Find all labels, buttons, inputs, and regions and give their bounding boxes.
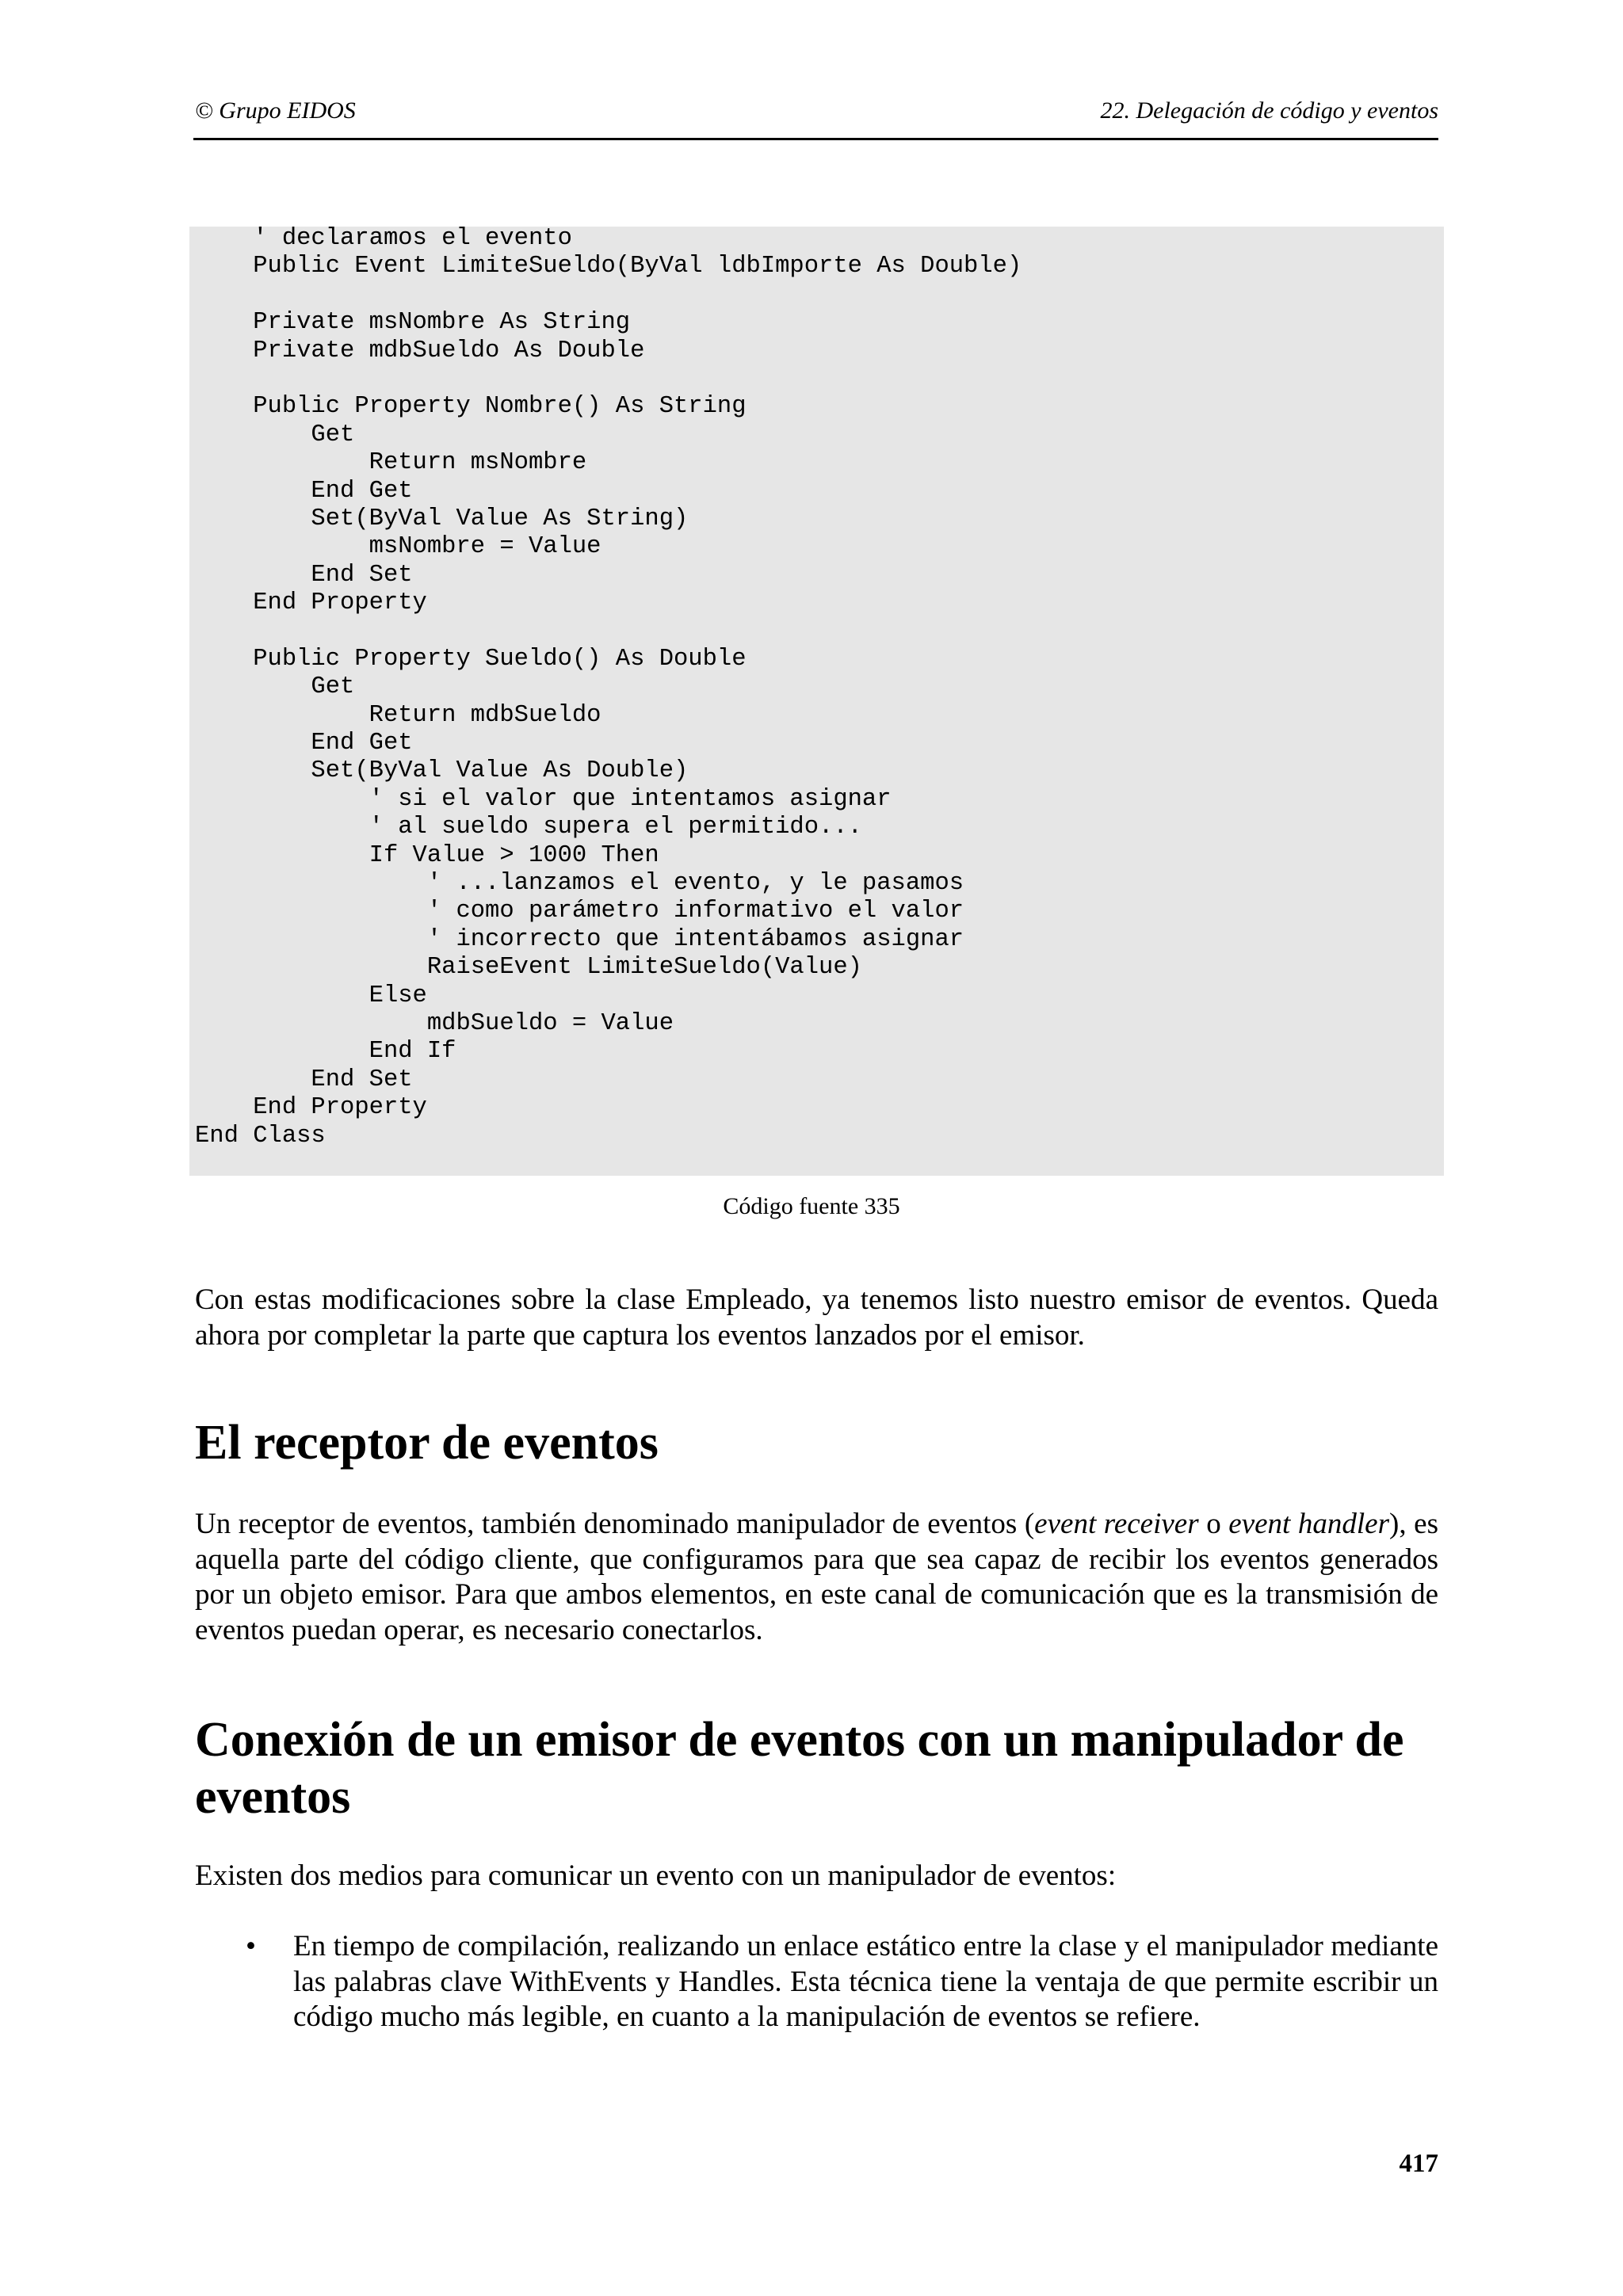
paragraph-text-segment: o <box>1198 1508 1229 1540</box>
code-line: Public Event LimiteSueldo(ByVal ldbImporte As Double) <box>195 253 1022 280</box>
code-line: End Property <box>195 589 427 617</box>
code-listing <box>195 225 1022 1150</box>
term-event-handler: event handler <box>1228 1508 1390 1540</box>
code-line: ' declaramos el evento <box>195 225 572 252</box>
code-line: Public Property Nombre() As String <box>195 393 747 421</box>
code-line: Else <box>195 982 427 1009</box>
code-line: End Get <box>195 477 413 505</box>
code-line: Get <box>195 421 355 448</box>
code-line: End Set <box>195 1066 413 1093</box>
header-divider <box>193 138 1438 140</box>
paragraph-text-segment: ), es aquella parte del código cliente, que configuramos para que sea capaz de recibir los eventos generados por un objeto emisor. Para que ambos elementos, en este canal de comunicación que es la transmisión de eventos puedan operar, es necesario conectarlos. <box>195 1508 1438 1646</box>
code-line: Private msNombre As String <box>195 309 631 337</box>
code-line: ' como parámetro informativo el valor <box>195 898 964 925</box>
code-line: mdbSueldo = Value <box>195 1009 674 1037</box>
code-line: Return mdbSueldo <box>195 701 601 729</box>
bullet-marker: • <box>246 1930 256 1962</box>
page-number: 417 <box>1399 2149 1438 2178</box>
code-line: ' si el valor que intentamos asignar <box>195 785 892 813</box>
code-line <box>195 365 1022 393</box>
code-line: Set(ByVal Value As Double) <box>195 757 689 785</box>
running-header-publisher: © Grupo EIDOS <box>195 97 356 124</box>
code-line: Private mdbSueldo As Double <box>195 337 645 364</box>
section-heading-receptor: El receptor de eventos <box>195 1416 659 1470</box>
paragraph-emitter-summary: Con estas modificaciones sobre la clase Empleado, ya tenemos listo nuestro emisor de eventos. Queda ahora por completar la parte que captura los eventos lanzados por el emisor. <box>195 1283 1438 1352</box>
code-line: End Class <box>195 1122 326 1150</box>
running-header-chapter: 22. Delegación de código y eventos <box>1100 97 1438 124</box>
code-line: End If <box>195 1038 456 1066</box>
code-line: Set(ByVal Value As String) <box>195 505 689 532</box>
paragraph-receptor-definition <box>195 1507 1438 1648</box>
code-line: Public Property Sueldo() As Double <box>195 645 747 673</box>
code-line: End Set <box>195 561 413 589</box>
code-line: ' al sueldo supera el permitido... <box>195 814 862 841</box>
bullet-text: En tiempo de compilación, realizando un enlace estático entre la clase y el manipulador mediante las palabras clave WithEvents y Handles. Esta técnica tiene la ventaja de que permite escribir un código mucho más legible, en cuanto a la manipulación de eventos se refiere. <box>293 1930 1438 2033</box>
code-line: msNombre = Value <box>195 533 601 561</box>
section-heading-connection: Conexión de un emisor de eventos con un manipulador de eventos <box>195 1713 1404 1824</box>
paragraph-connection-intro: Existen dos medios para comunicar un evento con un manipulador de eventos: <box>195 1859 1117 1892</box>
code-line: End Get <box>195 730 413 757</box>
term-event-receiver: event receiver <box>1034 1508 1199 1540</box>
code-caption: Código fuente 335 <box>723 1193 900 1219</box>
code-line: Return msNombre <box>195 449 587 477</box>
paragraph-text-segment: Un receptor de eventos, también denominado manipulador de eventos ( <box>195 1508 1035 1540</box>
code-line: End Property <box>195 1094 427 1122</box>
code-line <box>195 617 1022 645</box>
code-line <box>195 281 1022 309</box>
code-line: ' ...lanzamos el evento, y le pasamos <box>195 869 964 897</box>
code-line: RaiseEvent LimiteSueldo(Value) <box>195 954 862 982</box>
code-line: ' incorrecto que intentábamos asignar <box>195 925 964 953</box>
code-line: If Value > 1000 Then <box>195 841 659 869</box>
code-line: Get <box>195 673 355 701</box>
